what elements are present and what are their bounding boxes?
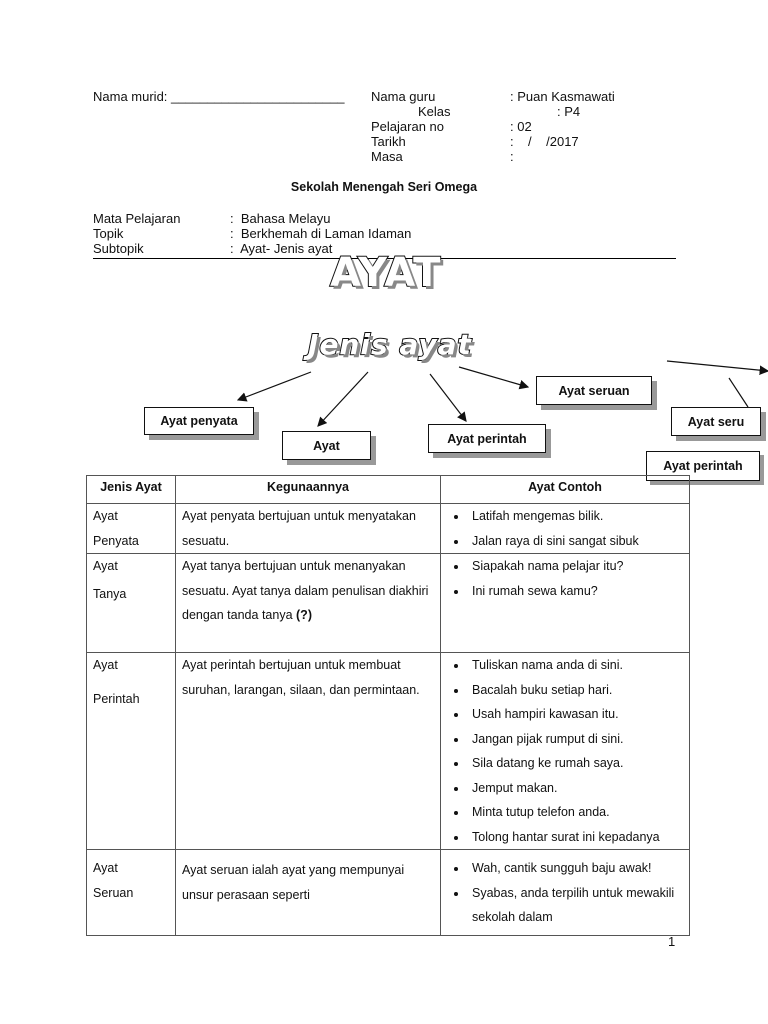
row-type xyxy=(87,554,176,653)
box-ayat-perintah xyxy=(428,424,546,453)
list-item: • Ini rumah sewa kamu? xyxy=(468,579,683,604)
box-ayat-seru-label: Ayat seru xyxy=(687,414,745,429)
row-type-line: Penyata xyxy=(93,533,139,548)
box-ayat xyxy=(282,431,371,460)
page-number: 1 xyxy=(668,934,676,949)
teacher-value: : Puan Kasmawati xyxy=(510,89,615,104)
header-ayat-contoh: Ayat Contoh xyxy=(441,476,690,504)
list-item: • Siapakah nama pelajar itu? xyxy=(468,554,683,579)
row-examples xyxy=(441,504,690,554)
subject-label: Mata Pelajaran xyxy=(93,211,181,226)
lesson-value: : 02 xyxy=(510,119,532,134)
row-use: Ayat penyata bertujuan untuk menyatakan sesuatu. xyxy=(176,504,441,554)
jenis-ayat-title: Jenis ayat xyxy=(308,328,472,361)
box-ayat-seruan xyxy=(536,376,652,405)
row-type-line: Tanya xyxy=(93,586,127,601)
row-examples xyxy=(441,554,690,653)
row-type xyxy=(87,850,176,936)
row-type-line: Seruan xyxy=(93,885,134,900)
list-item: • Usah hampiri kawasan itu. xyxy=(468,702,683,727)
table-row xyxy=(87,504,690,554)
topic-label: Topik xyxy=(93,226,124,241)
list-item: • Tuliskan nama anda di sini. xyxy=(468,653,683,678)
row-type-line: Ayat xyxy=(93,658,118,672)
row-use-bold: (?) xyxy=(296,608,312,622)
header-kegunaannya: Kegunaannya xyxy=(176,476,441,504)
class-label: Kelas xyxy=(418,104,451,119)
subject-value: : Bahasa Melayu xyxy=(230,211,331,226)
list-item: • Jangan pijak rumput di sini. xyxy=(468,727,683,752)
list-item: • Minta tutup telefon anda. xyxy=(468,800,683,825)
list-item: • Wah, cantik sungguh baju awak! xyxy=(468,856,683,881)
list-item: • Tolong hantar surat ini kepadanya xyxy=(468,825,683,850)
row-use xyxy=(176,554,441,653)
teacher-label: Nama guru xyxy=(371,89,436,104)
row-use: Ayat seruan ialah ayat yang mempunyai unsur perasaan seperti xyxy=(176,850,441,936)
class-value: : P4 xyxy=(557,104,581,119)
header-jenis-ayat: Jenis Ayat xyxy=(87,476,176,504)
date-value: : / /2017 xyxy=(510,134,579,149)
sentence-types-table xyxy=(86,475,690,936)
table-header-row xyxy=(87,476,690,504)
time-label: Masa xyxy=(371,149,403,164)
lesson-label: Pelajaran no xyxy=(371,119,444,134)
box-ayat-seruan-label: Ayat seruan xyxy=(558,383,630,398)
subtopic-label: Subtopik xyxy=(93,241,144,256)
box-ayat-label: Ayat xyxy=(313,438,340,453)
subtopic-value: : Ayat- Jenis ayat xyxy=(230,241,333,256)
list-item: • Latifah mengemas bilik. xyxy=(468,504,683,529)
row-examples xyxy=(441,850,690,936)
list-item: • Bacalah buku setiap hari. xyxy=(468,678,683,703)
row-type xyxy=(87,653,176,850)
row-use-text: Ayat tanya bertujuan untuk menanyakan sesuatu. Ayat tanya dalam penulisan diakhiri dengan tanda tanya xyxy=(182,559,429,622)
row-type xyxy=(87,504,176,554)
list-item: • Jalan raya di sini sangat sibuk xyxy=(468,529,683,554)
row-type-line: Perintah xyxy=(93,691,140,706)
table-row xyxy=(87,850,690,936)
ayat-title: AYAT xyxy=(330,250,442,296)
table-row xyxy=(87,554,690,653)
table-row xyxy=(87,653,690,850)
list-item: • Syabas, anda terpilih untuk mewakili sekolah dalam xyxy=(468,881,683,930)
row-type-line: Ayat xyxy=(93,509,118,523)
row-type-line: Ayat xyxy=(93,559,118,573)
box-ayat-perintah-2-label: Ayat perintah xyxy=(663,459,743,473)
box-ayat-penyata xyxy=(144,407,254,435)
row-examples xyxy=(441,653,690,850)
date-label: Tarikh xyxy=(371,134,406,149)
time-value: : xyxy=(510,149,514,164)
student-name-field: Nama murid: ________________________ xyxy=(93,89,345,104)
topic-value: : Berkhemah di Laman Idaman xyxy=(230,226,412,241)
box-ayat-penyata-label: Ayat penyata xyxy=(160,414,238,428)
list-item: • Sila datang ke rumah saya. xyxy=(468,751,683,776)
school-name: Sekolah Menengah Seri Omega xyxy=(290,180,478,194)
box-ayat-seru xyxy=(671,407,761,436)
list-item: • Jemput makan. xyxy=(468,776,683,801)
row-use: Ayat perintah bertujuan untuk membuat suruhan, larangan, silaan, dan permintaan. xyxy=(176,653,441,850)
box-ayat-perintah-label: Ayat perintah xyxy=(447,431,527,446)
row-type-line: Ayat xyxy=(93,861,118,875)
